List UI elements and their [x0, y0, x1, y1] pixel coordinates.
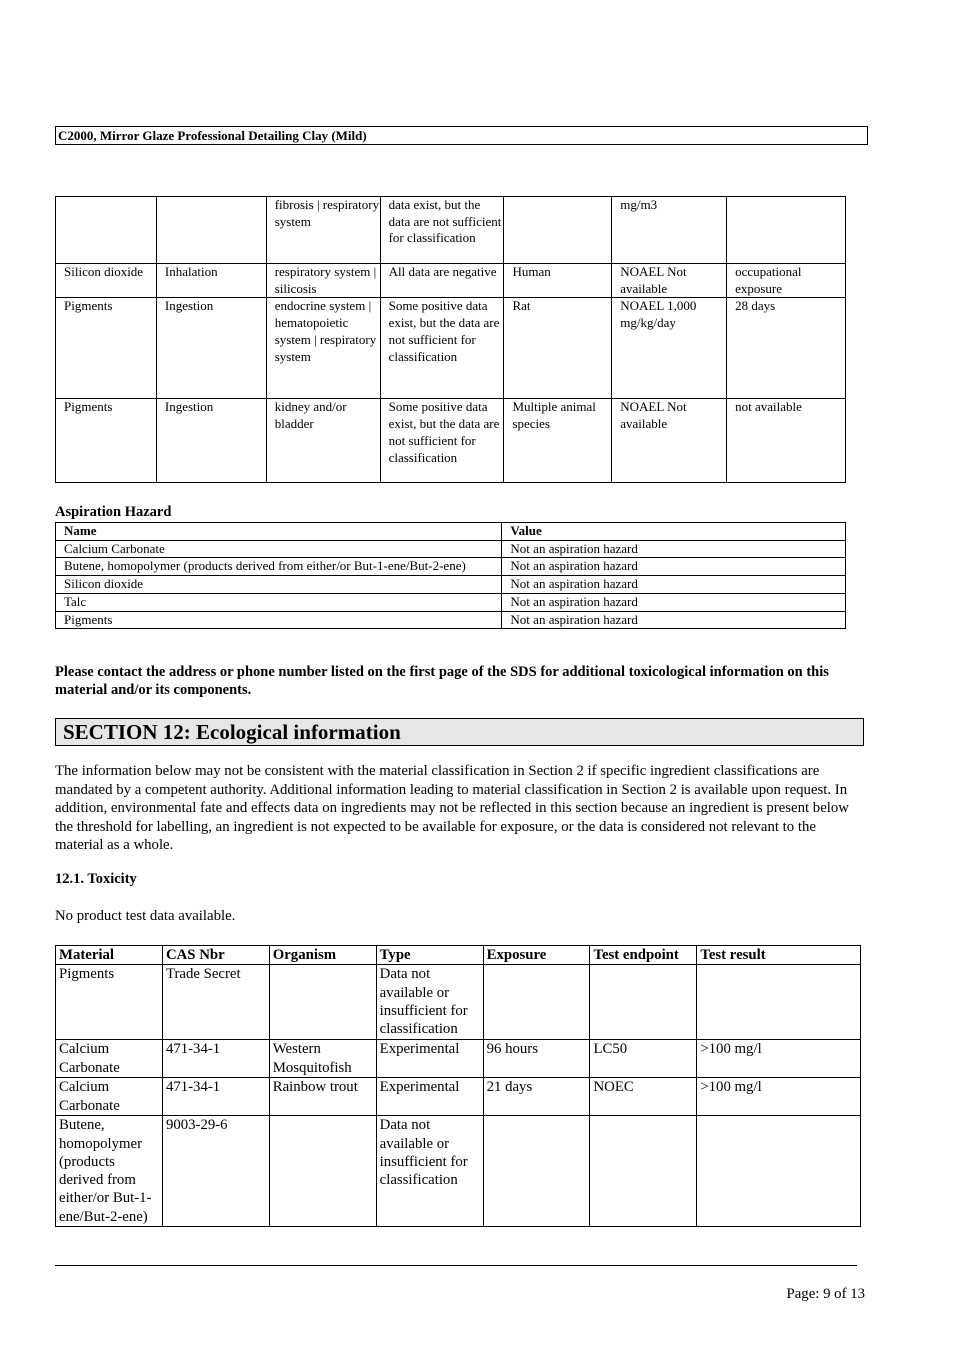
- table-cell: >100 mg/l: [697, 1040, 861, 1078]
- table-cell: 471-34-1: [162, 1078, 269, 1116]
- table-cell: Not an aspiration hazard: [502, 558, 846, 576]
- table-cell: Not an aspiration hazard: [502, 540, 846, 558]
- column-header: Exposure: [483, 946, 590, 965]
- table-row: [56, 611, 846, 629]
- table-cell: Ingestion: [156, 298, 266, 399]
- table-cell: kidney and/or bladder: [266, 399, 380, 483]
- table-cell: 471-34-1: [162, 1040, 269, 1078]
- ecotoxicity-table: [55, 945, 861, 1227]
- table-row: [56, 1116, 861, 1227]
- aspiration-hazard-title: Aspiration Hazard: [55, 504, 172, 520]
- table-cell: Rainbow trout: [269, 1078, 376, 1116]
- table-cell: respiratory system | silicosis: [266, 264, 380, 298]
- column-header: Organism: [269, 946, 376, 965]
- table-cell: [483, 965, 590, 1040]
- table-cell: Pigments: [56, 298, 157, 399]
- table-cell: [504, 197, 612, 264]
- no-product-data-note: No product test data available.: [55, 908, 236, 924]
- table-cell: [56, 197, 157, 264]
- subsection-toxicity-heading: 12.1. Toxicity: [55, 871, 137, 887]
- table-row: [56, 593, 846, 611]
- table-cell: Pigments: [56, 611, 502, 629]
- section-12-heading: SECTION 12: Ecological information: [55, 718, 864, 746]
- table-cell: data exist, but the data are not sufficient for classification: [380, 197, 504, 264]
- footer-divider: [55, 1265, 857, 1266]
- table-row: [56, 298, 846, 399]
- table-cell: 9003-29-6: [162, 1116, 269, 1227]
- aspiration-hazard-table: [55, 522, 846, 629]
- table-cell: All data are negative: [380, 264, 504, 298]
- table-cell: [483, 1116, 590, 1227]
- table-cell: Calcium Carbonate: [56, 540, 502, 558]
- table-cell: Calcium Carbonate: [56, 1078, 163, 1116]
- table-cell: Experimental: [376, 1078, 483, 1116]
- table-cell: [590, 965, 697, 1040]
- table-row: [56, 1078, 861, 1116]
- table-cell: Talc: [56, 593, 502, 611]
- table-row: [56, 264, 846, 298]
- table-row: [56, 576, 846, 594]
- table-cell: NOEC: [590, 1078, 697, 1116]
- table-cell: [156, 197, 266, 264]
- column-header-name: Name: [56, 523, 502, 541]
- table-cell: [697, 965, 861, 1040]
- table-cell: fibrosis | respiratory system: [266, 197, 380, 264]
- table-cell: Some positive data exist, but the data are not sufficient for classification: [380, 298, 504, 399]
- table-row: [56, 965, 861, 1040]
- table-cell: Not an aspiration hazard: [502, 576, 846, 594]
- table-cell: Some positive data exist, but the data are not sufficient for classification: [380, 399, 504, 483]
- table-cell: Inhalation: [156, 264, 266, 298]
- table-cell: Data not available or insufficient for classification: [376, 965, 483, 1040]
- section-12-intro: The information below may not be consistent with the material classification in Section 2 if specific ingredient classifications are mandated by a competent authority. Additional information leading to material classification in Section 2 is available upon request. In addition, environmental fate and effects data on ingredients may not be reflected in this section because an ingredient is present below the threshold for labelling, an ingredient is not expected to be available for exposure, or the data is considered not relevant to the material as a whole.: [55, 763, 849, 854]
- table-cell: mg/m3: [612, 197, 727, 264]
- table-cell: LC50: [590, 1040, 697, 1078]
- table-cell: Butene, homopolymer (products derived from either/or But-1-ene/But-2-ene): [56, 1116, 163, 1227]
- page-number: Page: 9 of 13: [786, 1286, 865, 1302]
- table-cell: Multiple animal species: [504, 399, 612, 483]
- table-cell: 21 days: [483, 1078, 590, 1116]
- table-cell: Data not available or insufficient for classification: [376, 1116, 483, 1227]
- table-cell: Calcium Carbonate: [56, 1040, 163, 1078]
- table-cell: [269, 965, 376, 1040]
- column-header-value: Value: [502, 523, 846, 541]
- table-row: [56, 540, 846, 558]
- table-cell: Western Mosquitofish: [269, 1040, 376, 1078]
- table-cell: Pigments: [56, 965, 163, 1040]
- table-cell: 28 days: [727, 298, 846, 399]
- table-cell: Pigments: [56, 399, 157, 483]
- table-cell: Trade Secret: [162, 965, 269, 1040]
- table-cell: Silicon dioxide: [56, 576, 502, 594]
- table-cell: not available: [727, 399, 846, 483]
- table-row: [56, 1040, 861, 1078]
- table-cell: Ingestion: [156, 399, 266, 483]
- document-title: C2000, Mirror Glaze Professional Detailing Clay (Mild): [55, 126, 868, 145]
- column-header: Test result: [697, 946, 861, 965]
- table-cell: NOAEL Not available: [612, 399, 727, 483]
- table-cell: Silicon dioxide: [56, 264, 157, 298]
- table-cell: Butene, homopolymer (products derived from either/or But-1-ene/But-2-ene): [56, 558, 502, 576]
- table-cell: NOAEL Not available: [612, 264, 727, 298]
- specific-target-organ-toxicity-table: [55, 196, 846, 483]
- table-cell: endocrine system | hematopoietic system | respiratory system: [266, 298, 380, 399]
- table-cell: Rat: [504, 298, 612, 399]
- column-header: CAS Nbr: [162, 946, 269, 965]
- table-cell: [727, 197, 846, 264]
- table-row: [56, 558, 846, 576]
- column-header: Material: [56, 946, 163, 965]
- table-cell: Experimental: [376, 1040, 483, 1078]
- table-cell: Human: [504, 264, 612, 298]
- table-cell: Not an aspiration hazard: [502, 611, 846, 629]
- column-header: Test endpoint: [590, 946, 697, 965]
- contact-note: Please contact the address or phone number listed on the first page of the SDS for additional toxicological information on this material and/or its components.: [55, 664, 829, 698]
- table-cell: [269, 1116, 376, 1227]
- table-cell: [697, 1116, 861, 1227]
- table-cell: [590, 1116, 697, 1227]
- table-row: [56, 399, 846, 483]
- table-cell: Not an aspiration hazard: [502, 593, 846, 611]
- table-row: [56, 197, 846, 264]
- column-header: Type: [376, 946, 483, 965]
- table-cell: occupational exposure: [727, 264, 846, 298]
- table-cell: 96 hours: [483, 1040, 590, 1078]
- table-cell: NOAEL 1,000 mg/kg/day: [612, 298, 727, 399]
- table-cell: >100 mg/l: [697, 1078, 861, 1116]
